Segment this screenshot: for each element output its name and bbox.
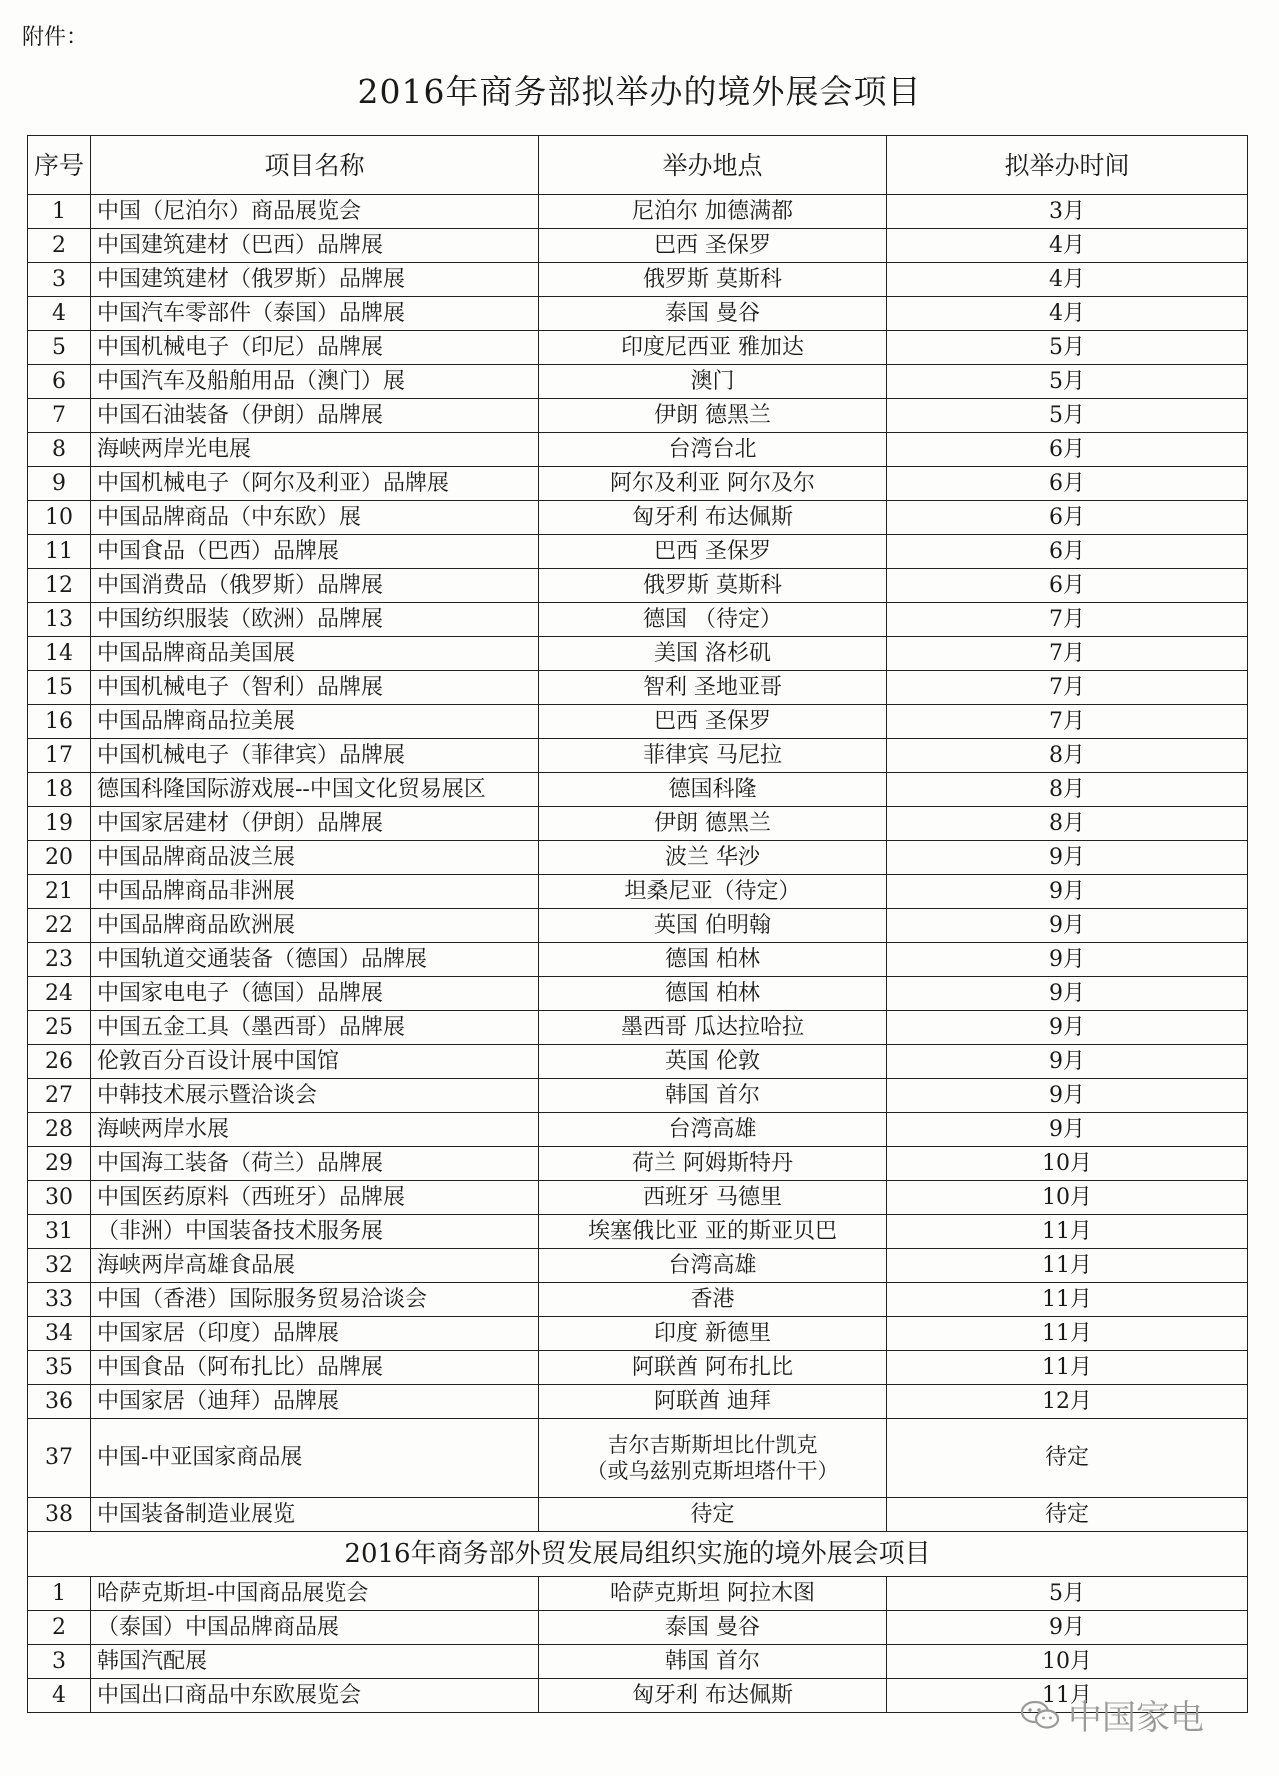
row-place: 台湾高雄 bbox=[539, 1249, 887, 1283]
row-name: 海峡两岸水展 bbox=[91, 1113, 539, 1147]
row-name: 哈萨克斯坦-中国商品展览会 bbox=[91, 1577, 539, 1611]
row-name: （非洲）中国装备技术服务展 bbox=[91, 1215, 539, 1249]
table-row bbox=[28, 671, 1248, 705]
row-no: 22 bbox=[28, 909, 91, 943]
row-place: 埃塞俄比亚 亚的斯亚贝巴 bbox=[539, 1215, 887, 1249]
row-time: 9月 bbox=[887, 909, 1248, 943]
row-place: 阿联酋 阿布扎比 bbox=[539, 1351, 887, 1385]
row-name: 中韩技术展示暨洽谈会 bbox=[91, 1079, 539, 1113]
row-place: 匈牙利 布达佩斯 bbox=[539, 1679, 887, 1713]
table-row bbox=[28, 399, 1248, 433]
row-no: 13 bbox=[28, 603, 91, 637]
row-no: 11 bbox=[28, 535, 91, 569]
table-row bbox=[28, 1215, 1248, 1249]
header-time: 拟举办时间 bbox=[887, 136, 1248, 195]
row-name: 中国机械电子（阿尔及利亚）品牌展 bbox=[91, 467, 539, 501]
row-no: 24 bbox=[28, 977, 91, 1011]
row-name: 中国（香港）国际服务贸易洽谈会 bbox=[91, 1283, 539, 1317]
row-place: 荷兰 阿姆斯特丹 bbox=[539, 1147, 887, 1181]
row-time: 11月 bbox=[887, 1351, 1248, 1385]
row-no: 28 bbox=[28, 1113, 91, 1147]
watermark-text: 中国家电 bbox=[1068, 1698, 1204, 1738]
row-time: 6月 bbox=[887, 467, 1248, 501]
row-name: 中国五金工具（墨西哥）品牌展 bbox=[91, 1011, 539, 1045]
row-name: 中国品牌商品波兰展 bbox=[91, 841, 539, 875]
table-row bbox=[28, 1079, 1248, 1113]
table-row bbox=[28, 467, 1248, 501]
row-name: 中国消费品（俄罗斯）品牌展 bbox=[91, 569, 539, 603]
table-row bbox=[28, 1011, 1248, 1045]
table-row bbox=[28, 773, 1248, 807]
row-name: 中国家居建材（伊朗）品牌展 bbox=[91, 807, 539, 841]
row-no: 9 bbox=[28, 467, 91, 501]
row-no: 35 bbox=[28, 1351, 91, 1385]
row-name: 韩国汽配展 bbox=[91, 1645, 539, 1679]
row-name: 中国品牌商品（中东欧）展 bbox=[91, 501, 539, 535]
row-time: 9月 bbox=[887, 841, 1248, 875]
row-name: 中国纺织服装（欧洲）品牌展 bbox=[91, 603, 539, 637]
row-no: 26 bbox=[28, 1045, 91, 1079]
section-subtitle-row bbox=[28, 1532, 1248, 1577]
row-name: 中国机械电子（智利）品牌展 bbox=[91, 671, 539, 705]
row-time: 11月 bbox=[887, 1679, 1248, 1713]
table-row bbox=[28, 1498, 1248, 1532]
table-row bbox=[28, 229, 1248, 263]
table-header-row bbox=[28, 136, 1248, 195]
row-no: 32 bbox=[28, 1249, 91, 1283]
table-row bbox=[28, 841, 1248, 875]
row-name: 海峡两岸高雄食品展 bbox=[91, 1249, 539, 1283]
row-place: 哈萨克斯坦 阿拉木图 bbox=[539, 1577, 887, 1611]
table-row bbox=[28, 297, 1248, 331]
table-row bbox=[28, 1317, 1248, 1351]
row-name: 中国-中亚国家商品展 bbox=[91, 1419, 539, 1498]
row-no: 27 bbox=[28, 1079, 91, 1113]
table-row bbox=[28, 1113, 1248, 1147]
row-place: 巴西 圣保罗 bbox=[539, 705, 887, 739]
section-subtitle: 2016年商务部外贸发展局组织实施的境外展会项目 bbox=[28, 1532, 1248, 1577]
table-row bbox=[28, 943, 1248, 977]
row-place: 待定 bbox=[539, 1498, 887, 1532]
row-place: 菲律宾 马尼拉 bbox=[539, 739, 887, 773]
table-row bbox=[28, 1577, 1248, 1611]
table-row bbox=[28, 875, 1248, 909]
table-row bbox=[28, 1385, 1248, 1419]
row-place: 英国 伯明翰 bbox=[539, 909, 887, 943]
row-time: 7月 bbox=[887, 705, 1248, 739]
row-no: 17 bbox=[28, 739, 91, 773]
row-no: 33 bbox=[28, 1283, 91, 1317]
row-time: 5月 bbox=[887, 399, 1248, 433]
row-no: 34 bbox=[28, 1317, 91, 1351]
row-place: 西班牙 马德里 bbox=[539, 1181, 887, 1215]
row-place: 德国 柏林 bbox=[539, 943, 887, 977]
row-no: 3 bbox=[28, 263, 91, 297]
row-name: 中国食品（巴西）品牌展 bbox=[91, 535, 539, 569]
row-place-line1: 吉尔吉斯斯坦比什凯克 bbox=[607, 1432, 818, 1457]
row-place: 波兰 华沙 bbox=[539, 841, 887, 875]
row-place-line2: （或乌兹别克斯坦塔什干） bbox=[586, 1459, 839, 1483]
row-no: 36 bbox=[28, 1385, 91, 1419]
exhibition-table bbox=[27, 135, 1248, 1713]
row-no: 5 bbox=[28, 331, 91, 365]
row-time: 7月 bbox=[887, 603, 1248, 637]
row-no: 2 bbox=[28, 1611, 91, 1645]
row-time: 8月 bbox=[887, 739, 1248, 773]
row-name: 中国（尼泊尔）商品展览会 bbox=[91, 195, 539, 229]
table-row bbox=[28, 263, 1248, 297]
row-no: 31 bbox=[28, 1215, 91, 1249]
table-row bbox=[28, 331, 1248, 365]
table-row bbox=[28, 739, 1248, 773]
row-no: 19 bbox=[28, 807, 91, 841]
row-time: 4月 bbox=[887, 297, 1248, 331]
row-place: 台湾高雄 bbox=[539, 1113, 887, 1147]
row-place: 印度尼西亚 雅加达 bbox=[539, 331, 887, 365]
table-row bbox=[28, 1181, 1248, 1215]
row-time: 10月 bbox=[887, 1645, 1248, 1679]
row-place: 墨西哥 瓜达拉哈拉 bbox=[539, 1011, 887, 1045]
row-time: 9月 bbox=[887, 1113, 1248, 1147]
table-row bbox=[28, 909, 1248, 943]
row-place: 伊朗 德黑兰 bbox=[539, 399, 887, 433]
header-place: 举办地点 bbox=[539, 136, 887, 195]
row-time: 6月 bbox=[887, 433, 1248, 467]
row-no: 2 bbox=[28, 229, 91, 263]
row-time: 8月 bbox=[887, 807, 1248, 841]
row-no: 18 bbox=[28, 773, 91, 807]
row-name: 中国品牌商品拉美展 bbox=[91, 705, 539, 739]
row-place: 巴西 圣保罗 bbox=[539, 229, 887, 263]
row-no: 8 bbox=[28, 433, 91, 467]
row-name: 中国轨道交通装备（德国）品牌展 bbox=[91, 943, 539, 977]
table-row bbox=[28, 569, 1248, 603]
row-time: 待定 bbox=[887, 1498, 1248, 1532]
row-name: 中国品牌商品欧洲展 bbox=[91, 909, 539, 943]
page-title: 2016年商务部拟举办的境外展会项目 bbox=[357, 72, 922, 111]
row-name: 中国食品（阿布扎比）品牌展 bbox=[91, 1351, 539, 1385]
row-name: 中国出口商品中东欧展览会 bbox=[91, 1679, 539, 1713]
row-name: 中国医药原料（西班牙）品牌展 bbox=[91, 1181, 539, 1215]
row-no: 4 bbox=[28, 1679, 91, 1713]
row-place: 阿尔及利亚 阿尔及尔 bbox=[539, 467, 887, 501]
row-place: 匈牙利 布达佩斯 bbox=[539, 501, 887, 535]
row-time: 12月 bbox=[887, 1385, 1248, 1419]
row-no: 15 bbox=[28, 671, 91, 705]
row-place: 韩国 首尔 bbox=[539, 1645, 887, 1679]
table-row bbox=[28, 1283, 1248, 1317]
row-time: 待定 bbox=[887, 1419, 1248, 1498]
table-row bbox=[28, 637, 1248, 671]
table-row bbox=[28, 807, 1248, 841]
row-place: 坦桑尼亚（待定） bbox=[539, 875, 887, 909]
row-name: 中国汽车及船舶用品（澳门）展 bbox=[91, 365, 539, 399]
row-no: 29 bbox=[28, 1147, 91, 1181]
row-time: 5月 bbox=[887, 1577, 1248, 1611]
table-row bbox=[28, 535, 1248, 569]
row-time: 5月 bbox=[887, 331, 1248, 365]
row-no: 1 bbox=[28, 1577, 91, 1611]
row-no: 3 bbox=[28, 1645, 91, 1679]
row-place: 伊朗 德黑兰 bbox=[539, 807, 887, 841]
row-place: 台湾台北 bbox=[539, 433, 887, 467]
row-time: 11月 bbox=[887, 1317, 1248, 1351]
header-no: 序号 bbox=[28, 136, 91, 195]
row-no: 12 bbox=[28, 569, 91, 603]
row-time: 9月 bbox=[887, 943, 1248, 977]
row-time: 6月 bbox=[887, 569, 1248, 603]
row-time: 9月 bbox=[887, 875, 1248, 909]
table-row bbox=[28, 705, 1248, 739]
row-name: 中国品牌商品非洲展 bbox=[91, 875, 539, 909]
row-name: 伦敦百分百设计展中国馆 bbox=[91, 1045, 539, 1079]
row-time: 10月 bbox=[887, 1147, 1248, 1181]
row-no: 10 bbox=[28, 501, 91, 535]
row-name: （泰国）中国品牌商品展 bbox=[91, 1611, 539, 1645]
row-no: 20 bbox=[28, 841, 91, 875]
row-place: 香港 bbox=[539, 1283, 887, 1317]
row-time: 11月 bbox=[887, 1215, 1248, 1249]
row-place bbox=[539, 1419, 887, 1498]
row-no: 21 bbox=[28, 875, 91, 909]
table-row bbox=[28, 1045, 1248, 1079]
row-place: 英国 伦敦 bbox=[539, 1045, 887, 1079]
row-no: 14 bbox=[28, 637, 91, 671]
row-place: 美国 洛杉矶 bbox=[539, 637, 887, 671]
row-time: 9月 bbox=[887, 1611, 1248, 1645]
row-place: 俄罗斯 莫斯科 bbox=[539, 569, 887, 603]
row-place: 泰国 曼谷 bbox=[539, 1611, 887, 1645]
row-place: 泰国 曼谷 bbox=[539, 297, 887, 331]
row-place: 阿联酋 迪拜 bbox=[539, 1385, 887, 1419]
row-time: 10月 bbox=[887, 1181, 1248, 1215]
row-name: 德国科隆国际游戏展--中国文化贸易展区 bbox=[91, 773, 539, 807]
row-no: 6 bbox=[28, 365, 91, 399]
table-row bbox=[28, 501, 1248, 535]
row-no: 37 bbox=[28, 1419, 91, 1498]
table-row bbox=[28, 977, 1248, 1011]
row-name: 中国家电电子（德国）品牌展 bbox=[91, 977, 539, 1011]
row-time: 9月 bbox=[887, 1011, 1248, 1045]
row-place: 德国科隆 bbox=[539, 773, 887, 807]
table-row bbox=[28, 1645, 1248, 1679]
row-name: 中国建筑建材（俄罗斯）品牌展 bbox=[91, 263, 539, 297]
row-no: 7 bbox=[28, 399, 91, 433]
table-row bbox=[28, 1249, 1248, 1283]
row-no: 4 bbox=[28, 297, 91, 331]
row-time: 6月 bbox=[887, 501, 1248, 535]
row-time: 9月 bbox=[887, 1079, 1248, 1113]
row-name: 中国汽车零部件（泰国）品牌展 bbox=[91, 297, 539, 331]
row-place: 尼泊尔 加德满都 bbox=[539, 195, 887, 229]
row-name: 中国机械电子（印尼）品牌展 bbox=[91, 331, 539, 365]
row-time: 3月 bbox=[887, 195, 1248, 229]
header-name: 项目名称 bbox=[91, 136, 539, 195]
row-no: 38 bbox=[28, 1498, 91, 1532]
row-time: 4月 bbox=[887, 263, 1248, 297]
row-time: 8月 bbox=[887, 773, 1248, 807]
row-time: 4月 bbox=[887, 229, 1248, 263]
row-name: 中国海工装备（荷兰）品牌展 bbox=[91, 1147, 539, 1181]
wechat-icon bbox=[1020, 1699, 1060, 1731]
row-name: 中国机械电子（菲律宾）品牌展 bbox=[91, 739, 539, 773]
row-time: 11月 bbox=[887, 1283, 1248, 1317]
row-place: 印度 新德里 bbox=[539, 1317, 887, 1351]
row-time: 9月 bbox=[887, 1045, 1248, 1079]
table-row bbox=[28, 433, 1248, 467]
row-time: 6月 bbox=[887, 535, 1248, 569]
row-name: 中国家居（迪拜）品牌展 bbox=[91, 1385, 539, 1419]
row-place: 巴西 圣保罗 bbox=[539, 535, 887, 569]
row-name: 中国建筑建材（巴西）品牌展 bbox=[91, 229, 539, 263]
watermark bbox=[1020, 1690, 1204, 1739]
row-place: 德国 （待定） bbox=[539, 603, 887, 637]
row-place: 德国 柏林 bbox=[539, 977, 887, 1011]
row-time: 5月 bbox=[887, 365, 1248, 399]
row-time: 7月 bbox=[887, 637, 1248, 671]
table-row bbox=[28, 1351, 1248, 1385]
section1-tail bbox=[28, 1419, 1248, 1577]
row-no: 1 bbox=[28, 195, 91, 229]
table-row bbox=[28, 603, 1248, 637]
row-no: 16 bbox=[28, 705, 91, 739]
row-no: 23 bbox=[28, 943, 91, 977]
attachment-label: 附件： bbox=[22, 25, 89, 50]
row-name: 海峡两岸光电展 bbox=[91, 433, 539, 467]
row-place: 俄罗斯 莫斯科 bbox=[539, 263, 887, 297]
row-name: 中国品牌商品美国展 bbox=[91, 637, 539, 671]
table-row bbox=[28, 365, 1248, 399]
row-time: 7月 bbox=[887, 671, 1248, 705]
table-row bbox=[28, 1611, 1248, 1645]
row-place: 智利 圣地亚哥 bbox=[539, 671, 887, 705]
row-place: 澳门 bbox=[539, 365, 887, 399]
table-row bbox=[28, 1147, 1248, 1181]
row-name: 中国装备制造业展览 bbox=[91, 1498, 539, 1532]
row-place: 韩国 首尔 bbox=[539, 1079, 887, 1113]
section1-body bbox=[28, 195, 1248, 1419]
row-time: 11月 bbox=[887, 1249, 1248, 1283]
row-no: 30 bbox=[28, 1181, 91, 1215]
table-row bbox=[28, 1419, 1248, 1498]
row-no: 25 bbox=[28, 1011, 91, 1045]
row-name: 中国石油装备（伊朗）品牌展 bbox=[91, 399, 539, 433]
row-time: 9月 bbox=[887, 977, 1248, 1011]
row-name: 中国家居（印度）品牌展 bbox=[91, 1317, 539, 1351]
table-row bbox=[28, 195, 1248, 229]
